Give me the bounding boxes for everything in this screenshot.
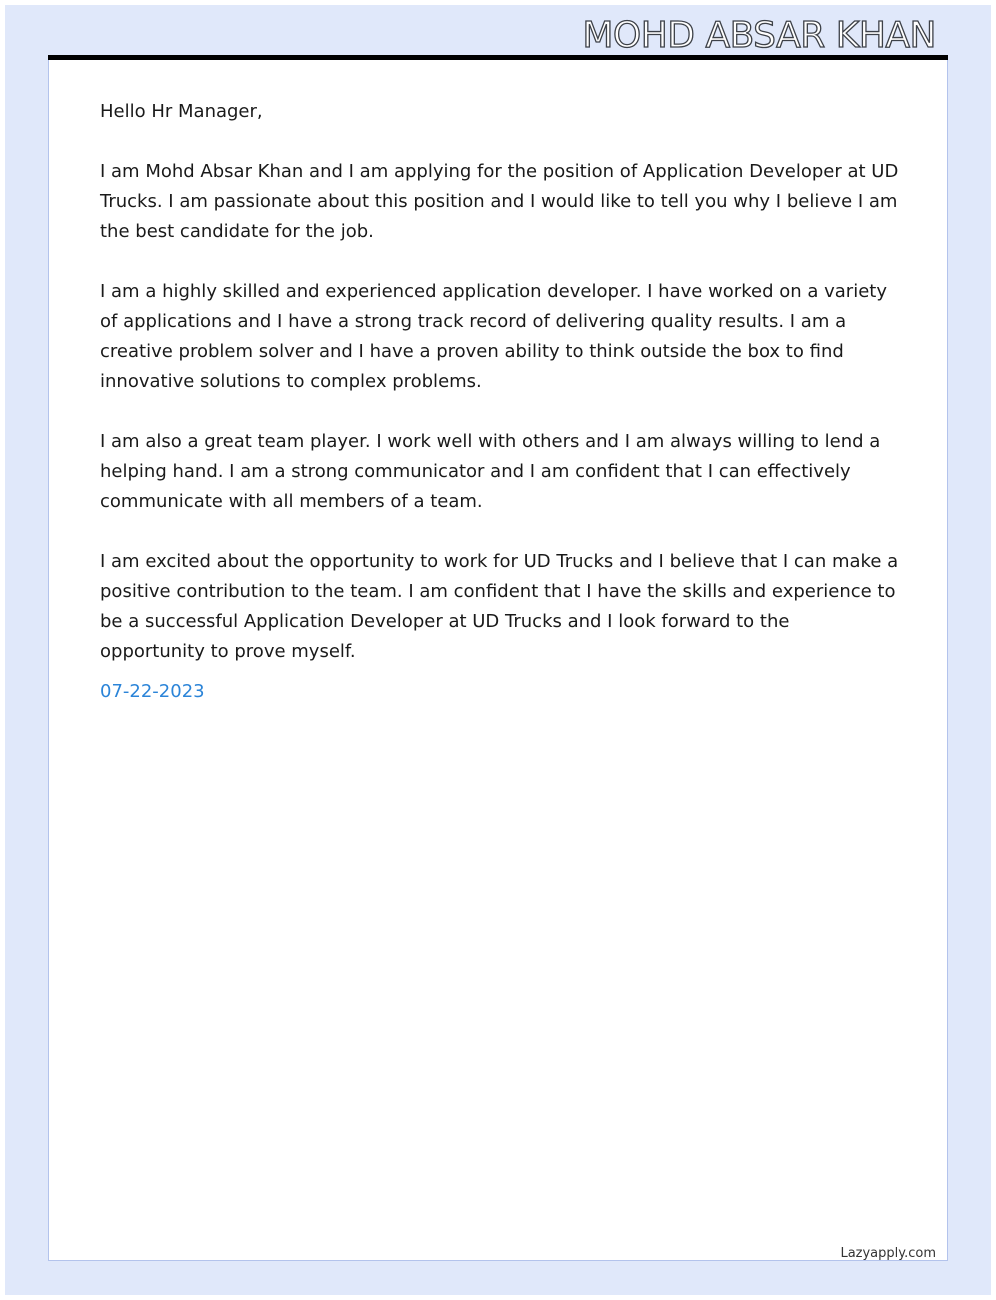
paragraph-4: I am excited about the opportunity to work for UD Trucks and I believe that I can make a positive contribution to the team. I am confident that I have the skills and experience to be a successful Application Developer at UD Trucks and I look forward to the opportunity to prove myself.	[100, 551, 899, 662]
paragraph-2: I am a highly skilled and experienced application developer. I have worked on a variety of applications and I have a strong track record of delivering quality results. I am a creative problem solver and I have a proven ability to think outside the box to find innovative solutions to complex problems.	[100, 281, 887, 392]
greeting: Hello Hr Manager,	[100, 101, 263, 122]
applicant-name: MOHD ABSAR KHAN	[582, 15, 936, 56]
cover-letter-body	[100, 97, 900, 737]
paragraph-3: I am also a great team player. I work well with others and I am always willing to lend a helping hand. I am a strong communicator and I am confident that I can effectively communicate with all members of a team.	[100, 431, 881, 512]
paragraph-1: I am Mohd Absar Khan and I am applying for the position of Application Developer at UD Trucks. I am passionate about this position and I would like to tell you why I believe I am the best candidate for the job.	[100, 161, 899, 242]
footer-brand: Lazyapply.com	[840, 1246, 936, 1261]
letter-date: 07-22-2023	[100, 681, 205, 702]
